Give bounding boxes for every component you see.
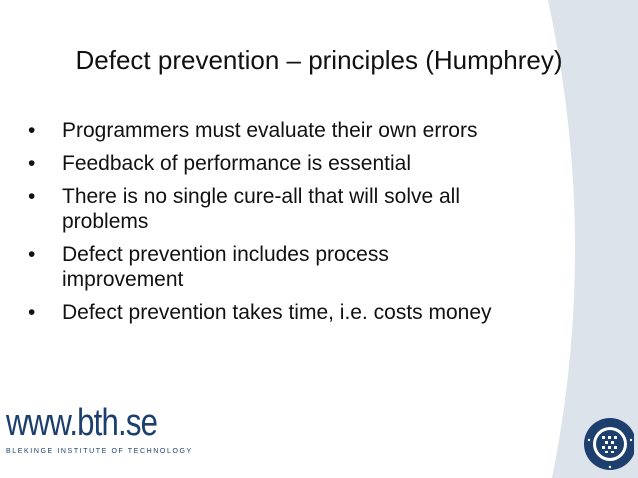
logo-url: www.bth.se [6, 402, 158, 444]
bullet-icon: • [28, 119, 36, 142]
logo-institute: BLEKINGE INSTITUTE OF TECHNOLOGY [6, 448, 193, 455]
bullet-icon: • [28, 152, 36, 175]
bullet-item: • Programmers must evaluate their own errors [28, 119, 478, 142]
bullet-list [26, 118, 586, 333]
bullet-item: • Defect prevention includes process improvement [28, 243, 389, 291]
bullet-item: • There is no single cure-all that will solve all problems [28, 185, 461, 233]
slide-title: Defect prevention – principles (Humphrey) [75, 45, 563, 75]
bullet-icon: • [28, 185, 36, 208]
bth-logo [6, 404, 193, 455]
bullet-icon: • [28, 243, 36, 266]
bullet-icon: • [28, 301, 36, 324]
bullet-item: • Defect prevention takes time, i.e. costs money [28, 301, 492, 324]
university-seal-icon [580, 410, 634, 472]
bullet-item: • Feedback of performance is essential [28, 152, 412, 175]
